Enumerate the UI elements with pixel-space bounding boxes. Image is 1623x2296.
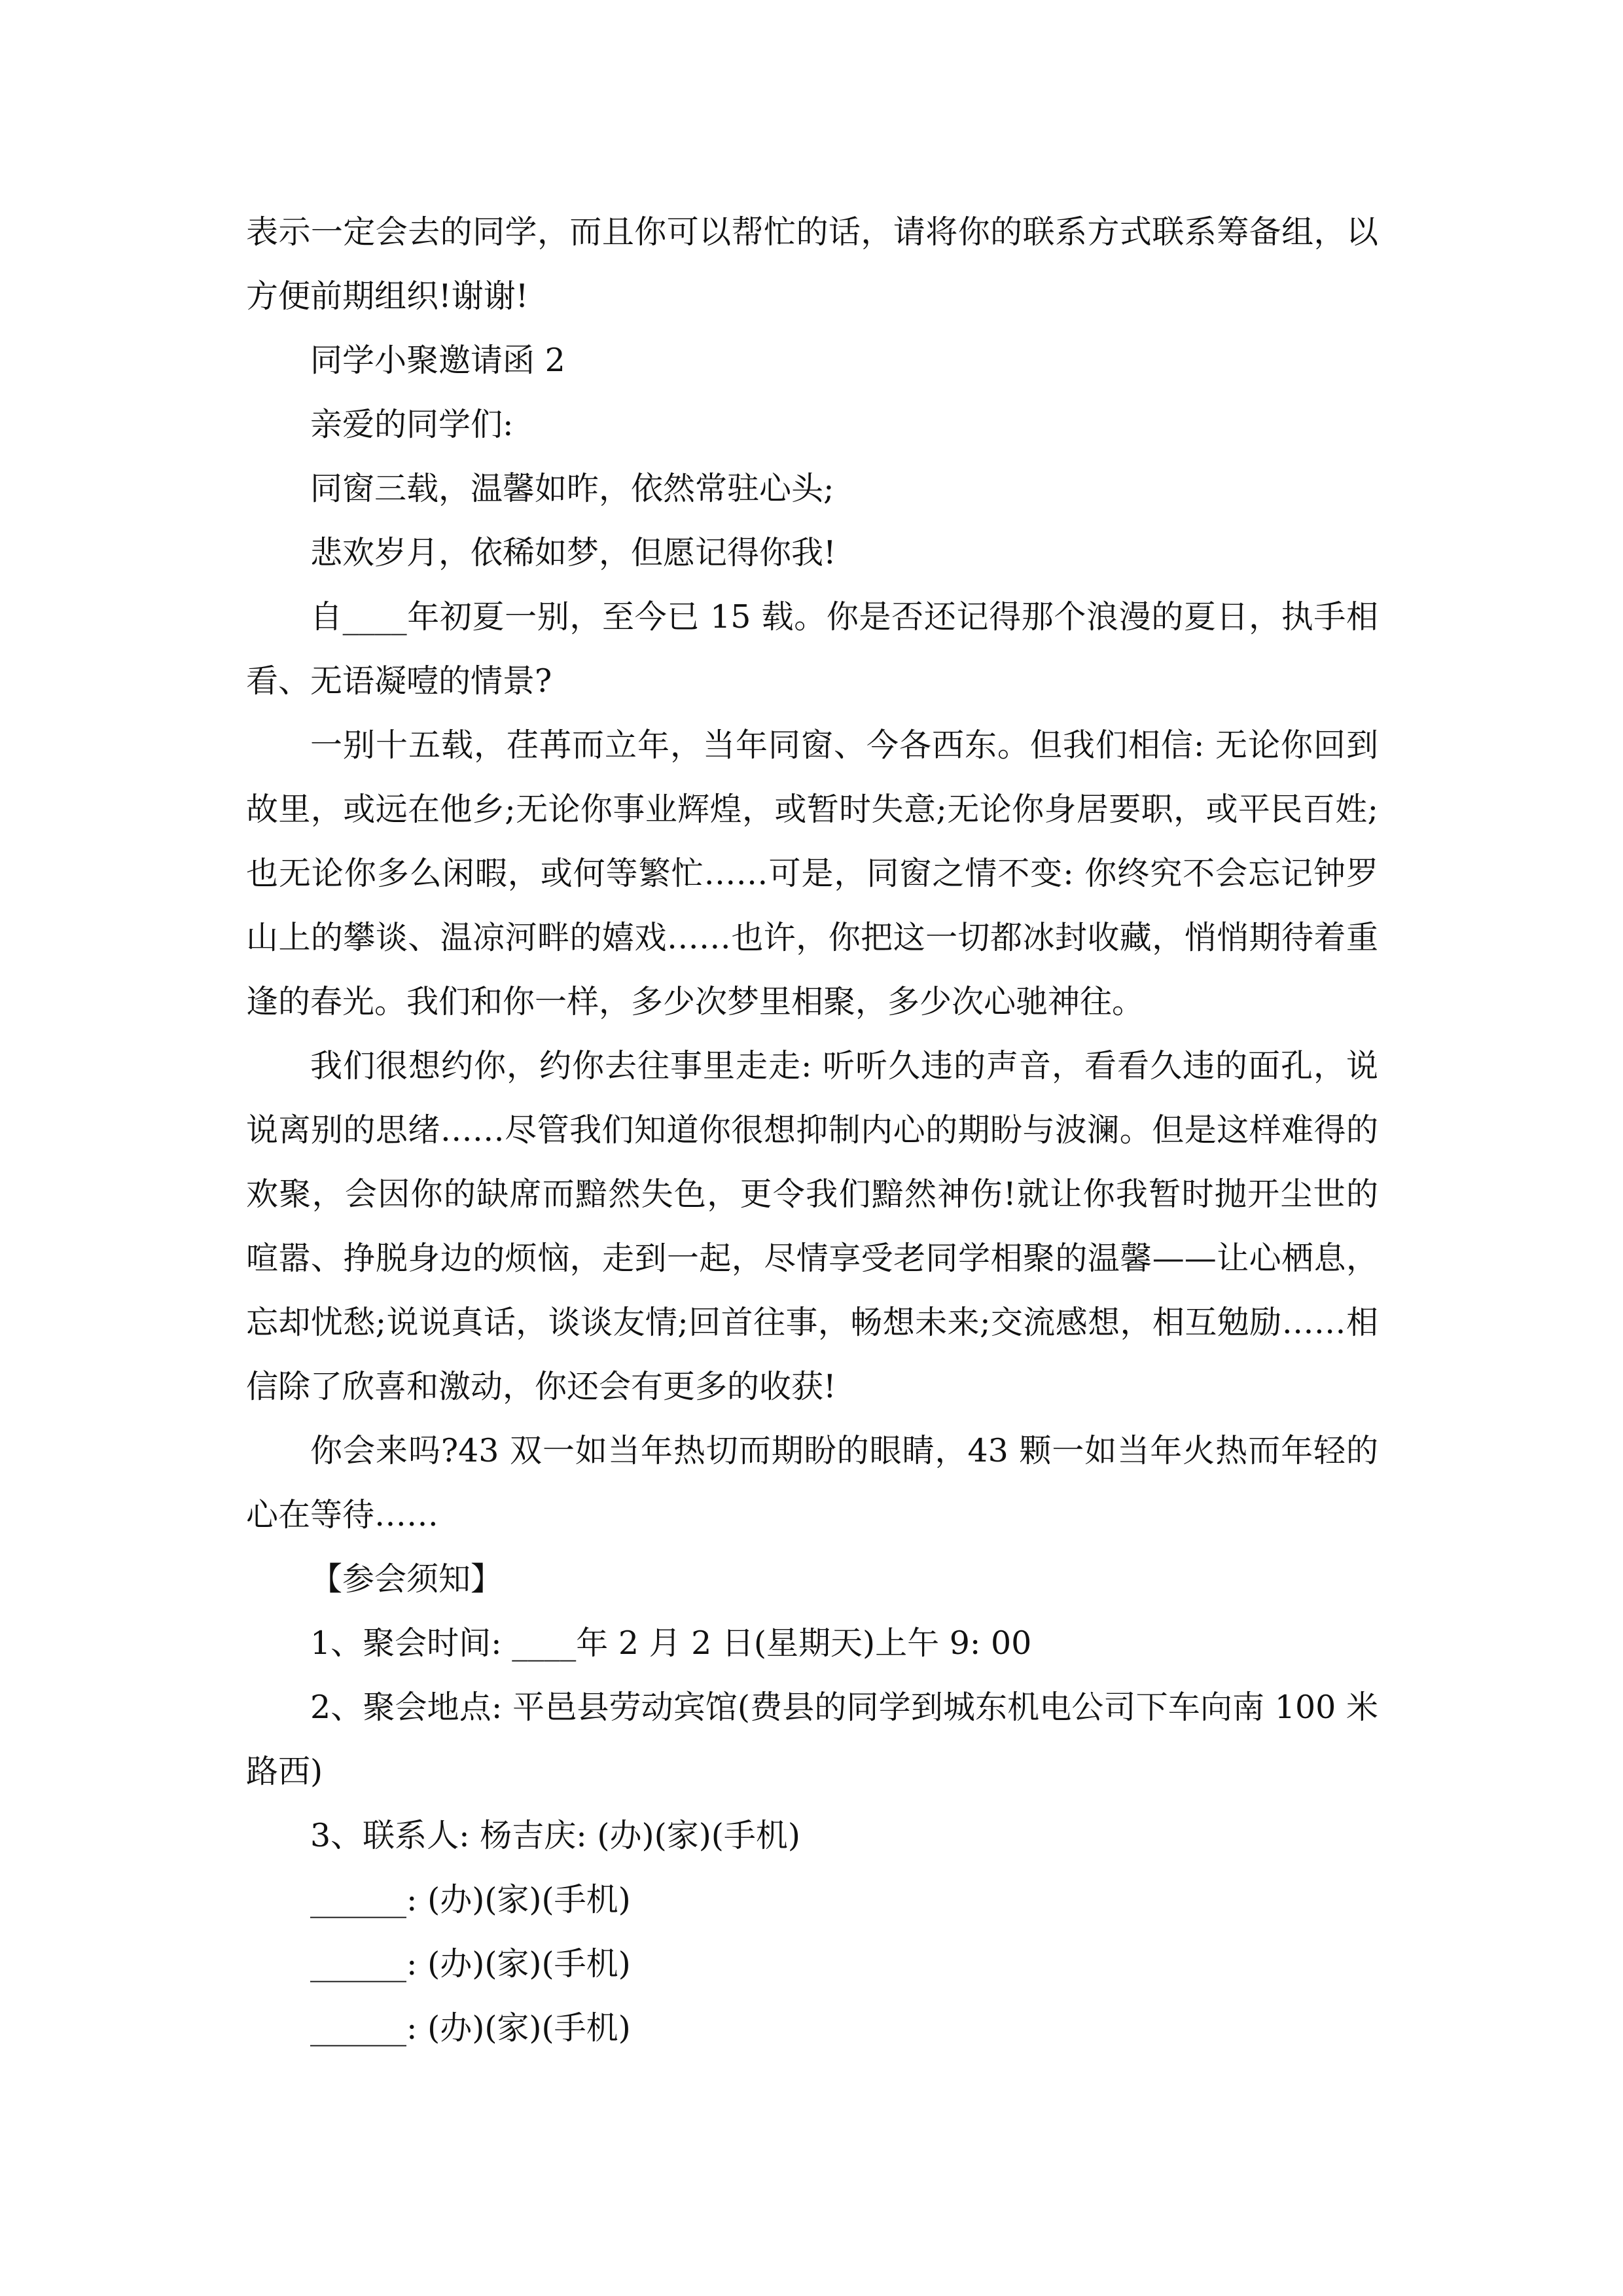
- notice-contact-4: ______: (办)(家)(手机): [310, 2009, 631, 2047]
- paragraph-farewell: 自____年初夏一别，至今已 15 载。你是否还记得那个浪漫的夏日，执手相看、无语凝噎的情景?: [246, 598, 1378, 700]
- document-body: [246, 200, 1378, 2060]
- paragraph-intro-continuation: 表示一定会去的同学，而且你可以帮忙的话，请将你的联系方式联系筹备组，以方便前期组织!谢谢!: [246, 213, 1378, 315]
- verse-line-1: 同窗三载，温馨如昨，依然常驻心头;: [310, 470, 834, 507]
- paragraph-fifteen-years: 一别十五载，荏苒而立年，当年同窗、今各西东。但我们相信: 无论你回到故里，或远在他乡;无论你事业辉煌，或暂时失意;无论你身居要职，或平民百姓;也无论你多么闲暇，或何等繁忙……可是，同窗之情不变: 你终究不会忘记钟罗山上的攀谈、温凉河畔的嬉戏……也许，你把这一切都冰封收藏，悄悄期待着重逢的春光。我们和你一样，多少次梦里相聚，多少次心驰神往。: [246, 726, 1378, 1020]
- notice-contact-1: 3、联系人: 杨吉庆: (办)(家)(手机): [310, 1817, 801, 1854]
- notice-location: 2、聚会地点: 平邑县劳动宾馆(费县的同学到城东机电公司下车向南 100 米路西): [246, 1689, 1378, 1790]
- notice-contact-3: ______: (办)(家)(手机): [310, 1945, 631, 1982]
- paragraph-invitation: 我们很想约你，约你去往事里走走: 听听久违的声音，看看久违的面孔，说说离别的思绪……尽管我们知道你很想抑制内心的期盼与波澜。但是这样难得的欢聚，会因你的缺席而黯然失色，更令我们黯然神伤!就让你我暂时抛开尘世的喧嚣、挣脱身边的烦恼，走到一起，尽情享受老同学相聚的温馨——让心栖息，忘却忧愁;说说真话，谈谈友情;回首往事，畅想未来;交流感想，相互勉励……相信除了欣喜和激动，你还会有更多的收获!: [246, 1047, 1378, 1405]
- notice-time: 1、聚会时间: ____年 2 月 2 日(星期天)上午 9: 00: [310, 1624, 1032, 1662]
- verse-line-2: 悲欢岁月，依稀如梦，但愿记得你我!: [310, 534, 836, 571]
- notice-heading: 【参会须知】: [310, 1560, 503, 1598]
- notice-contact-2: ______: (办)(家)(手机): [310, 1881, 631, 1918]
- paragraph-will-you-come: 你会来吗?43 双一如当年热切而期盼的眼睛，43 颗一如当年火热而年轻的心在等待……: [246, 1432, 1378, 1534]
- invitation-heading: 同学小聚邀请函 2: [310, 342, 565, 379]
- salutation: 亲爱的同学们:: [310, 406, 514, 443]
